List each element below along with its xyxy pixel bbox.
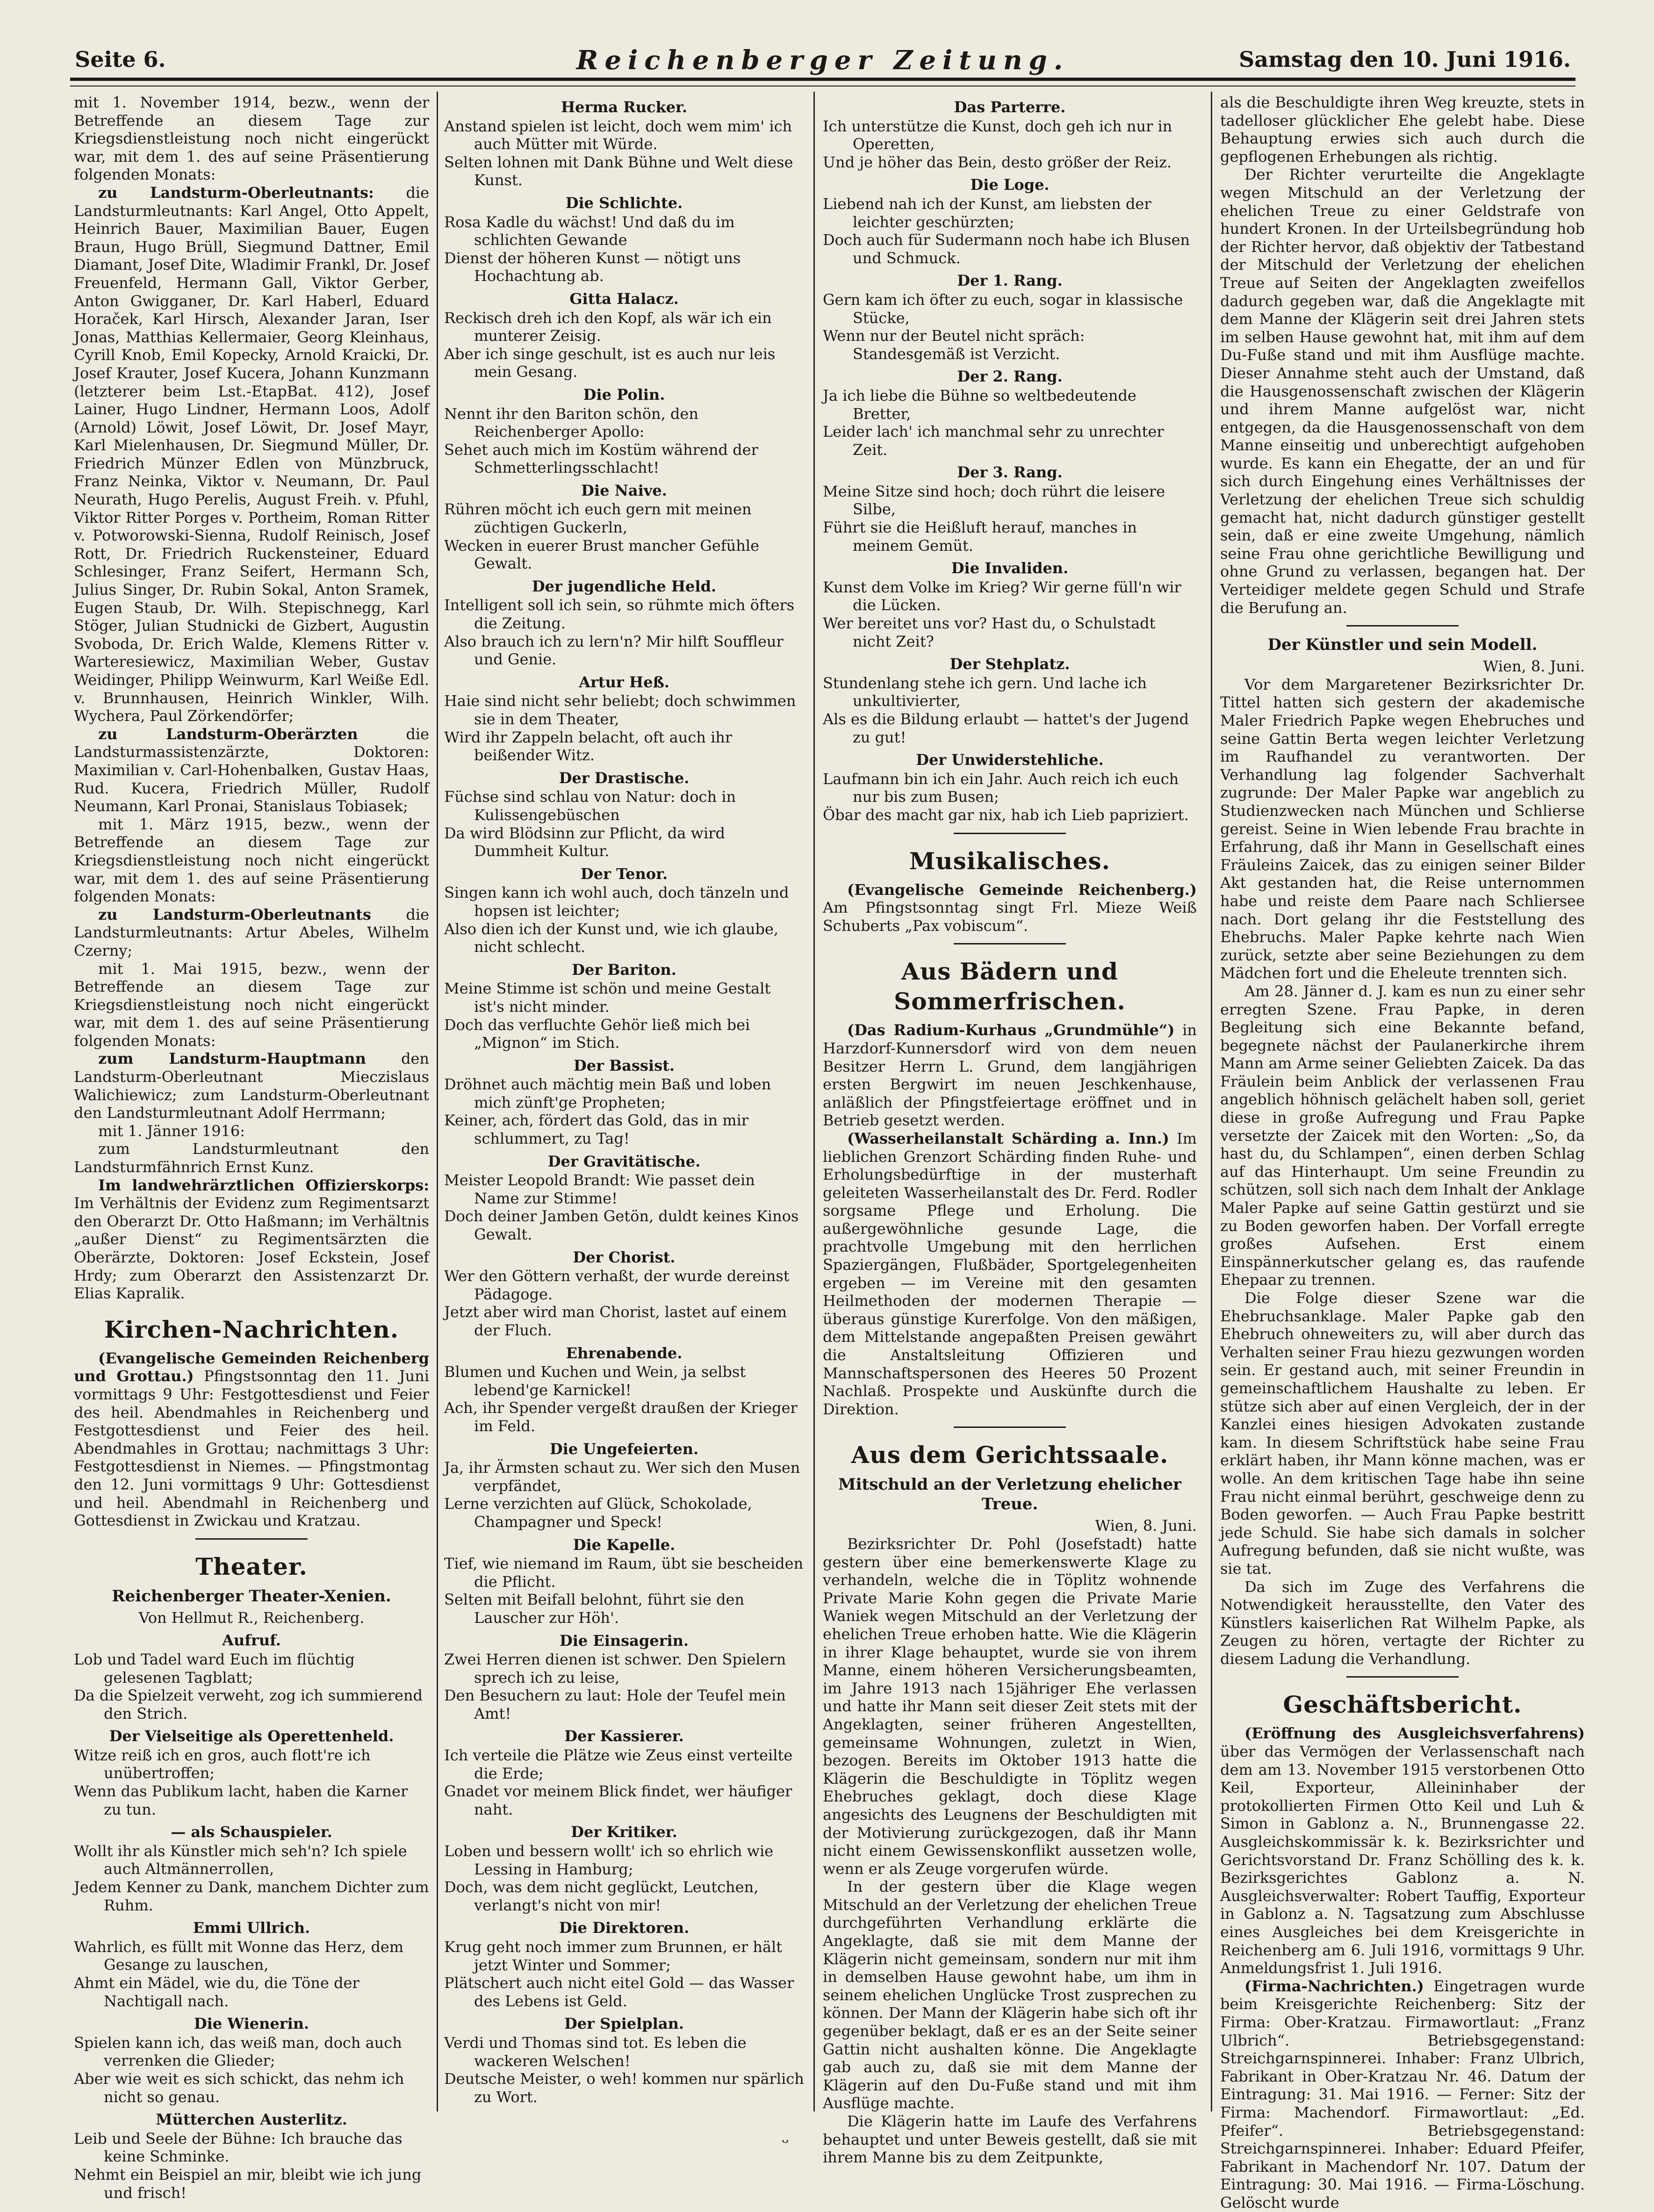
poem-line: Ahmt ein Mädel, wie du, die Töne der Nachtigall nach. xyxy=(74,1974,360,2010)
poem-line: Ich unterstütze die Kunst, doch geh ich nur in Operetten, xyxy=(823,117,1172,153)
article-paragraph xyxy=(74,1176,429,1303)
poem-line: Wird ihr Zappeln belacht, oft auch ihr beißender Witz. xyxy=(444,728,733,764)
poem-heading: Der Kritiker. xyxy=(571,1823,677,1841)
article-title: Der Künstler und sein Modell. xyxy=(1267,635,1538,655)
poem-line: Wollt ihr als Künstler mich seh'n? Ich spiele auch Altmännerrollen, xyxy=(74,1842,407,1878)
poem-heading: Der Drastische. xyxy=(559,769,690,787)
poem-line: Zwei Herren dienen ist schwer. Den Spielern sprech ich zu leise, xyxy=(444,1650,786,1686)
paragraph-lead: zum Landsturm-Hauptmann xyxy=(98,1050,366,1068)
poem-line: Stundenlang stehe ich gern. Und lache ich unkultivierter, xyxy=(823,674,1147,710)
poem-heading: Die Ungefeierten. xyxy=(549,1440,699,1458)
poem-line: Wer den Göttern verhaßt, der wurde dereinst Pädagoge. xyxy=(444,1267,790,1303)
article-paragraph: mit 1. Jänner 1916: xyxy=(98,1122,245,1140)
poem-line: Tief, wie niemand im Raum, übt sie bescheiden die Pflicht. xyxy=(444,1555,804,1591)
poem-heading: Der Bassist. xyxy=(573,1056,675,1074)
poem-line: Anstand spielen ist leicht, doch wem mim' ich auch Mütter mit Würde. xyxy=(444,117,792,153)
poem-line: Selten mit Beifall belohnt, führt sie den Lauscher zur Höh'. xyxy=(444,1591,745,1627)
poem-line: Da wird Blödsinn zur Pflicht, da wird Dummheit Kultur. xyxy=(444,824,725,860)
poem-line: Wer bereitet uns vor? Hast du, o Schulstadt nicht Zeit? xyxy=(823,614,1156,650)
poem-line: Liebend nah ich der Kunst, am liebsten der leichter geschürzten; xyxy=(823,195,1151,231)
paragraph-lead: (Wasserheilanstalt Schärding a. Inn.) xyxy=(847,1129,1169,1147)
poem-line: Ja ich liebe die Bühne so weltbedeutende Bretter, xyxy=(823,386,1136,423)
issue-date: Samstag den 10. Juni 1916. xyxy=(1239,47,1571,72)
column-1 xyxy=(74,94,430,2202)
poem-line: Gern kam ich öfter zu euch, sogar in klassische Stücke, xyxy=(823,290,1183,327)
article-paragraph: Vor dem Margaretener Bezirksrichter Dr. Tittel hatten sich gestern der akademische Maler Friedrich Papke wegen Ehebruches und seine Gattin Berta wegen leichter Verletzung im Raufhandel zu verantworten. Der Verhandlung lag folgender Sachverhalt zugrunde: Der Maler Papke war angeblich zu Studienzwecken nach München und Schlierse gereist. Seine in Wien lebende Frau brachte in Erfahrung, daß ihr Mann in Gesellschaft eines Fräuleins Zaicek, das zu einigen seiner Bilder Akt gestanden hat, die Reise unternommen habe und reiste dem Paare nach Schliersee nach. Dort gelang ihr die Feststellung des Ehebruchs. Maler Papke kehrte nach Wien zurück, setzte aber seine Beziehungen zu dem Mädchen fort und die Eheleute trennten sich. xyxy=(1220,675,1585,982)
poem-line: Plätschert auch nicht eitel Gold — das Wasser des Lebens ist Geld. xyxy=(444,1974,794,2010)
section-divider xyxy=(1346,1676,1459,1678)
article-paragraph xyxy=(1220,1724,1585,1977)
section-divider xyxy=(954,833,1066,834)
article-paragraph: zum Landsturmleutnant den Landsturmfähnrich Ernst Kunz. xyxy=(74,1140,429,1176)
poem-line: Rühren möcht ich euch gern mit meinen züchtigen Guckerln, xyxy=(444,500,752,537)
article-paragraph: Da sich im Zuge des Verfahrens die Notwendigkeit herausstellte, den Vater des Künstlers kaiserlichen Rat Wilhelm Papke, als Zeugen zu hören, vertagte der Richter zu diesem Ladung die Verhandlung. xyxy=(1220,1578,1585,1668)
poem-heading: Der 1. Rang. xyxy=(957,272,1063,290)
poem-line: Aber ich singe geschult, ist es auch nur leis mein Gesang. xyxy=(444,345,776,381)
section-title-geschaeft: Geschäftsbericht. xyxy=(1283,1691,1522,1719)
poem-line: Loben und bessern wollt' ich so ehrlich wie Lessing in Hamburg; xyxy=(444,1842,774,1878)
poem-heading: Der jugendliche Held. xyxy=(532,577,717,595)
poem-heading: Artur Heß. xyxy=(579,673,669,691)
poem-heading: Ehrenabende. xyxy=(566,1344,683,1362)
poem-heading: Herma Rucker. xyxy=(561,98,688,116)
poem-heading: Die Naive. xyxy=(581,481,667,499)
paragraph-text: Im lieblichen Grenzort Schärding finden Ruhe- und Erholungsbedürftige in der musterhaft geleiteten Wasserheilanstalt des Dr. Ferd. Rodler sorgsame Pflege und Erholung. Die außergewöhnliche gesunde Lage, die prachtvolle Umgebung mit den herrlichen Spaziergängen, Flußbäder, Sportgelegenheiten ergeben — im Vereine mit den gesamten Heilmethoden der modernen Therapie — überaus günstige Kurerfolge. Von den mäßigen, dem Mittelstande angepaßten Preisen gewährt die Anstaltsleitung Offizieren und Mannschaftspersonen des Heeres 50 Prozent Nachlaß. Prospekte und Auskünfte durch die Direktion. xyxy=(823,1129,1197,1418)
article-paragraph: Bezirksrichter Dr. Pohl (Josefstadt) hatte gestern über eine bemerkenswerte Klage zu verhandeln, welche die in Töplitz wohnende Private Marie Kohn gegen die Private Marie Waniek wegen Mitschuld an der Verletzung der ehelichen Treue erhoben hatte. Wie die Klägerin in ihrer Klage behauptet, wurde sie von ihrem Manne, einem höheren Versicherungsbeamten, im Jahre 1913 nach 15jähriger Ehe verlassen und hatte ihr Mann seit dieser Zeit stets mit der Angeklagten, seiner früheren Angestellten, gemeinsame Wohnungen, zuletzt in Wien, bezogen. Bereits im Oktober 1913 hatte die Klägerin die Beschuldigte in Töplitz wegen Ehebruches geklagt, doch diese Klage angesichts des Leugnens der Beschuldigten mit der Motivierung zurückgezogen, daß ihr Mann nicht einem Gewissenskonflikt aussetzen wolle, wenn er als Zeuge vorgerufen würde. xyxy=(823,1535,1197,1878)
poem-line: Nennt ihr den Bariton schön, den Reichenberger Apollo: xyxy=(444,404,698,441)
poem-line: Krug geht noch immer zum Brunnen, er hält jetzt Winter und Sommer; xyxy=(444,1938,783,1974)
poem-line: Rosa Kadle du wächst! Und daß du im schlichten Gewande xyxy=(444,213,735,249)
article-title: Reichenberger Theater-Xenien. xyxy=(112,1586,391,1606)
poem-line: Wecken in euerer Brust mancher Gefühle Gewalt. xyxy=(444,536,760,573)
poem-list xyxy=(444,98,804,2106)
poem-heading: Gitta Halacz. xyxy=(569,289,679,308)
paragraph-lead: Im landwehrärztlichen Offizierskorps: xyxy=(98,1176,429,1194)
poem-line: Meister Leopold Brandt: Wie passet dein Name zur Stimme! xyxy=(444,1171,755,1207)
poem-line: Den Besuchern zu laut: Hole der Teufel mein Amt! xyxy=(444,1686,786,1722)
poem-line: Als es die Bildung erlaubt — hattet's der Jugend zu gut! xyxy=(823,710,1189,746)
article-paragraph xyxy=(823,1130,1197,1419)
poem-list xyxy=(823,98,1197,824)
article-paragraph xyxy=(74,906,429,960)
article-paragraph xyxy=(823,1021,1197,1130)
article-paragraph xyxy=(74,184,429,725)
poem-line: Kunst dem Volke im Krieg? Wir gerne füll'n wir die Lücken. xyxy=(823,578,1181,614)
poem-heading: Die Schlichte. xyxy=(565,194,683,212)
article-paragraph xyxy=(74,1050,429,1122)
column-rule xyxy=(813,92,815,2111)
article-paragraph: In der gestern über die Klage wegen Mitschuld an der Verletzung der ehelichen Treue durchgeführten Verhandlung erklärte die Angeklagte, daß sie mit dem Manne der Klägerin nicht gemeinsam, sondern nur mit ihm in demselben Hause gewohnt habe, um ihm in seinem ehelichen Unglücke Trost zusprechen zu können. Der Mann der Klägerin habe sich oft ihr gegenüber beklagt, daß er es an der Seite seiner Gattin nicht aushalten könne. Die Angeklagte gab auch zu, daß sie mit dem Manne der Klägerin auf den Du-Fuße stand und mit ihm Ausflüge machte. xyxy=(823,1878,1197,2112)
section-title-musik: Musikalisches. xyxy=(909,847,1111,875)
poem-line: Doch, was dem nicht geglückt, Leutchen, verlangt's nicht von mir! xyxy=(444,1878,759,1914)
paragraph-text: die Landsturmassistenzärzte, Doktoren: Maximilian v. Carl-Hohenbalken, Gustav Haas, Rud. Kucera, Friedrich Müller, Rudolf Neumann, Karl Pronai, Stanislaus Tobiasek; xyxy=(74,725,430,815)
poem-line: Sehet auch mich im Kostüm während der Schmetterlingsschlacht! xyxy=(444,440,758,477)
poem-line: Füchse sind schlau von Natur: doch in Kulissengebüschen xyxy=(444,788,736,824)
section-title-kirchen: Kirchen-Nachrichten. xyxy=(104,1315,399,1343)
poem-heading: Die Loge. xyxy=(970,176,1050,194)
poem-line: Spielen kann ich, das weiß man, doch auch verrenken die Glieder; xyxy=(74,2033,402,2070)
poem-line: Dröhnet auch mächtig mein Baß und loben mich zünft'ge Propheten; xyxy=(444,1075,771,1111)
column-rule xyxy=(437,92,438,2111)
poem-heading: Die Wienerin. xyxy=(194,2015,309,2033)
poem-heading: Der Bariton. xyxy=(572,960,676,979)
poem-line: Wenn nur der Beutel nicht spräch: Standesgemäß ist Verzicht. xyxy=(823,327,1085,363)
paragraph-text: die Landsturmleutnants: Karl Angel, Otto Appelt, Heinrich Bauer, Maximilian Bauer, Eugen Braun, Hugo Brüll, Siegmund Dattner, Emil Diamant, Josef Dite, Wladimir Frankl, Dr. Josef Freuenfeld, Hermann Gall, Viktor Gerber, Anton Gwigganer, Dr. Karl Haberl, Eduard Horaček, Karl Hirsch, Alexander Jaran, Iser Jonas, Matthias Kellermaier, Georg Kleinhaus, Cyrill Knob, Emil Kopecky, Arnold Kraicki, Dr. Josef Krauter, Josef Kucera, Johann Kunzmann (letzterer beim Lst.-EtapBat. 412), Josef Lainer, Hugo Lindner, Hermann Loos, Adolf (Arnold) Löwit, Josef Löwit, Dr. Josef Mayr, Karl Mielenhausen, Dr. Siegmund Müller, Dr. Friedrich Münzer Edlen von Münzbruck, Franz Neinka, Viktor v. Neumann, Dr. Paul Neurath, Hugo Perelis, August Freih. v. Pfuhl, Viktor Ritter Porges v. Portheim, Roman Ritter v. Potworowski-Sienna, Rudolf Reinisch, Josef Rott, Dr. Friedrich Ruckensteiner, Eduard Schlesinger, Franz Seifert, Hermann Sch, Julius Singer, Dr. Rubin Sokal, Anton Sramek, Eugen Staub, Dr. Wilh. Stepischnegg, Karl Stöger, Julian Studnicki de Gizbert, Augustin Svoboda, Dr. Erich Walde, Klemens Ritter v. Warteresiewicz, Maximilian Weber, Gustav Weidinger, Philipp Weinwurm, Karl Weiße Edl. v. Brunnhausen, Heinrich Winkler, Wilh. Wychera, Paul Zörkendörfer; xyxy=(74,183,429,725)
paragraph-lead: zu Landsturm-Oberleutnants xyxy=(98,905,371,923)
poem-line: Also brauch ich zu lern'n? Mir hilft Souffleur und Genie. xyxy=(444,632,784,669)
article-paragraph: als die Beschuldigte ihren Weg kreuzte, stets in tadelloser glücklicher Ehe gelebt habe. Diese Behauptung erwies sich auch durch die gepflogenen Erhebungen als richtig. xyxy=(1220,94,1585,166)
poem-heading: Der 2. Rang. xyxy=(957,367,1063,386)
poem-heading: Das Parterre. xyxy=(954,98,1066,116)
paragraph-lead: (Evangelische Gemeinden Reichenberg und Grottau.) xyxy=(74,1349,429,1385)
paragraph-text: Eingetragen wurde beim Kreisgerichte Reichenberg: Sitz der Firma: Ober-Kratzau. Firmawortlaut: „Franz Ulbrich“. Betriebsgegenstand: Streichgarnspinnerei. Inhaber: Franz Ulbrich, Fabrikant in Ober-Kratzau Nr. 46. Datum der Eintragung: 31. Mai 1916. — Ferner: Sitz der Firma: Machendorf. Firmawortlaut: „Ed. Pfeifer“. Betriebsgegenstand: Streichgarnspinnerei. Inhaber: Eduard Pfeifer, Fabrikant in Machendorf Nr. 107. Datum der Eintragung: 30. Mai 1916. — Firma-Löschung. Gelöscht wurde xyxy=(1220,1977,1585,2212)
poem-line: Jedem Kenner zu Dank, manchem Dichter zum Ruhm. xyxy=(74,1878,429,1914)
poem-line: Führt sie die Heißluft herauf, manches in meinem Gemüt. xyxy=(823,519,1137,555)
article-paragraph: Die Folge dieser Szene war die Ehebruchsanklage. Maler Papke gab den Ehebruch ohneweiters zu, will aber durch das Verhalten seiner Frau hiezu gezwungen worden sein. Er gestand auch, mit seiner Freundin in gemeinschaftlichem Haushalte zu leben. Er stütze sich aber auf einen Vergleich, der in der Kanzlei eines hiesigen Advokaten zustande kam. In diesem Schriftstück habe seine Frau erklärt haben, ihr Mann könne machen, was er wolle. An dem kritischen Tage habe ihn seine Frau nicht einmal berührt, geschweige denn zu Boden geworfen. — Auch Frau Papke bestritt jede Schuld. Sie habe sich damals in solcher Aufregung befunden, daß sie nicht wußte, was sie tat. xyxy=(1220,1289,1585,1578)
column-4 xyxy=(1220,94,1585,2212)
poem-line: Singen kann ich wohl auch, doch tänzeln und hopsen ist leichter; xyxy=(444,884,789,920)
poem-line: Aber wie weit es sich schickt, das nehm ich nicht so genau. xyxy=(74,2069,404,2106)
poem-heading: — als Schauspieler. xyxy=(171,1823,332,1841)
poem-heading: Der Gravitätische. xyxy=(547,1152,701,1170)
section-title-theater: Theater. xyxy=(195,1552,308,1580)
column-rule xyxy=(1211,92,1212,2111)
poem-line: Keiner, ach, fördert das Gold, das in mir schlummert, zu Tag! xyxy=(444,1111,749,1148)
poem-line: Doch deiner Jamben Getön, duldt keines Kinos Gewalt. xyxy=(444,1207,799,1244)
paragraph-lead: zu Landsturm-Oberleutnants: xyxy=(98,183,374,202)
poem-line: Nehmt ein Beispiel an mir, bleibt wie ich jung und frisch! xyxy=(74,2165,422,2202)
poem-line: Intelligent soll ich sein, so rühmte mich öfters die Zeitung. xyxy=(444,596,795,633)
dateline: Wien, 8. Juni. xyxy=(1095,1517,1197,1535)
poem-line: Also dien ich der Kunst und, wie ich glaube, nicht schlecht. xyxy=(444,920,779,956)
dateline: Wien, 8. Juni. xyxy=(1483,657,1585,676)
poem-heading: Der Stehplatz. xyxy=(949,655,1070,673)
poem-line: Da die Spielzeit verweht, zog ich summierend den Strich. xyxy=(74,1686,423,1722)
paragraph-text: über das Vermögen der Verlassenschaft nach dem am 13. November 1915 verstorbenen Otto Keil, Exporteur, Alleininhaber der protokollierten Firmen Otto Keil und Luh & Simon in Gablonz a. N., Brunnengasse 22. Ausgleichskommissär k. k. Bezirksrichter und Gerichtsvorstand Dr. Franz Schölling des k. k. Bezirksgerichtes Gablonz a. N. Ausgleichsverwalter: Robert Tauffig, Exporteur in Gablonz a. N. Tagsatzung zum Abschlusse eines Ausgleiches bei dem Kreisgerichte in Reichenberg am 6. Juli 1916, vormittags 9 Uhr. Anmeldungsfrist 1. Juli 1916. xyxy=(1220,1743,1585,1977)
article-paragraph xyxy=(74,1349,429,1530)
section-divider xyxy=(954,943,1066,944)
poem-line: Deutsche Meister, o weh! kommen nur spärlich zu Wort. xyxy=(444,2070,804,2106)
poem-line: Reckisch dreh ich den Kopf, als wär ich ein munterer Zeisig. xyxy=(444,309,772,345)
article-paragraph: mit 1. Mai 1915, bezw., wenn der Betreffende an diesem Tage zur Kriegsdienstleistung noch nicht eingerückt war, mit dem 1. des auf seine Präsentierung folgenden Monats: xyxy=(74,959,429,1050)
poem-line: Leib und Seele der Bühne: Ich brauche das keine Schminke. xyxy=(74,2129,403,2166)
poem-line: Lerne verzichten auf Glück, Schokolade, Champagner und Speck! xyxy=(444,1495,752,1531)
poem-line: Wenn das Publikum lacht, haben die Karner zu tun. xyxy=(74,1782,408,1818)
poem-heading: Die Kapelle. xyxy=(573,1535,676,1554)
poem-heading: Die Polin. xyxy=(583,385,665,403)
article-paragraph: Die Klägerin hatte im Laufe des Verfahrens behauptet und unter Beweis gestellt, daß sie mit ihrem Manne bis zu dem Zeitpunkte, xyxy=(823,2112,1197,2167)
poem-heading: Die Direktoren. xyxy=(559,1919,690,1937)
poem-heading: Aufruf. xyxy=(222,1631,281,1650)
header-rule xyxy=(70,78,1575,86)
article-paragraph xyxy=(823,881,1197,935)
poem-line: Wahrlich, es füllt mit Wonne das Herz, dem Gesange zu lauschen, xyxy=(74,1938,404,1974)
poem-line: Meine Stimme ist schön und meine Gestalt ist's nicht minder. xyxy=(444,980,771,1016)
poem-line: Doch auch für Sudermann noch habe ich Blusen und Schmuck. xyxy=(823,231,1190,267)
section-title-gericht: Aus dem Gerichtssaale. xyxy=(851,1441,1169,1469)
paragraph-text: Am Pfingstsonntag singt Frl. Mieze Weiß Schuberts „Pax vobiscum“. xyxy=(823,899,1197,935)
paragraph-lead: zu Landsturm-Oberärzten xyxy=(98,725,358,743)
poem-line: Meine Sitze sind hoch; doch rührt die leisere Silbe, xyxy=(823,482,1165,519)
poem-line: Leider lach' ich manchmal sehr zu unrechter Zeit. xyxy=(823,423,1164,459)
poem-line: Lob und Tadel ward Euch im flüchtig gelesenen Tagblatt; xyxy=(74,1650,355,1686)
poem-heading: Der Kassierer. xyxy=(564,1727,684,1745)
section-divider xyxy=(195,1538,308,1540)
poem-heading: Die Einsagerin. xyxy=(559,1631,689,1650)
poem-line: Laufmann bin ich ein Jahr. Auch reich ich euch nur bis zum Busen; xyxy=(823,770,1179,806)
poem-line: Haie sind nicht sehr beliebt; doch schwimmen sie in dem Theater, xyxy=(444,692,796,728)
article-paragraph xyxy=(1220,1977,1585,2212)
poem-heading: Der Tenor. xyxy=(580,865,668,883)
poem-line: Verdi und Thomas sind tot. Es leben die wackeren Welschen! xyxy=(444,2033,747,2070)
poem-list xyxy=(74,1631,429,2202)
poem-line: Dienst der höheren Kunst — nötigt uns Hochachtung ab. xyxy=(444,249,741,285)
poem-line: Und je höher das Bein, desto größer der Reiz. xyxy=(823,153,1172,171)
article-paragraph: Am 28. Jänner d. J. kam es nun zu einer sehr erregten Szene. Frau Papke, in deren Begleitung sich eine Bekannte befand, begegnete nächst der Paulanerkirche ihrem Mann am Arme seiner Geliebten Zaicek. Da das Fräulein beim Anblick der verlassenen Frau angeblich höhnisch gelächelt haben soll, geriet diese in große Aufregung und Frau Papke versetzte der Zaicek mit den Worten: „So, da hast du, du Schlampen“, einen derben Schlag auf das Hinterhaupt. Um seine Freundin zu schützen, soll sich nach dem Inhalt der Anklage Maler Papke auf seine Gattin gestürzt und sie zu Boden geworfen haben. Der Vorfall erregte großes Aufsehen. Erst einem Einspännerkutscher gelang es, das raufende Ehepaar zu trennen. xyxy=(1220,982,1585,1289)
paragraph-text: den Landsturm-Oberleutnant Mieczislaus Walichiewicz; zum Landsturm-Oberleutnant den Landsturmleutnant Adolf Herrmann; xyxy=(74,1050,429,1122)
poem-heading: Die Invaliden. xyxy=(951,559,1069,577)
poem-heading: Der Chorist. xyxy=(573,1248,676,1266)
paragraph-text: Im Verhältnis der Evidenz zum Regimentsarzt den Oberarzt Dr. Otto Haßmann; im Verhältnis „außer Dienst“ zu Regimentsärzten die Oberärzte, Doktoren: Josef Eckstein, Josef Hrdy; zum Oberarzt den Assistenzarzt Dr. Elias Kapralik. xyxy=(74,1194,429,1303)
paragraph-lead: (Evangelische Gemeinde Reichenberg.) xyxy=(847,880,1197,899)
poem-line: Ja, ihr Ärmsten schaut zu. Wer sich den Musen verpfändet, xyxy=(444,1459,800,1495)
poem-heading: Der Unwiderstehliche. xyxy=(916,751,1104,769)
article-paragraph: mit 1. November 1914, bezw., wenn der Betreffende an diesem Tage zur Kriegsdienstleistung noch nicht eingerückt war, mit dem 1. des auf seine Präsentierung folgenden Monats: xyxy=(74,94,429,184)
column-2 xyxy=(444,94,804,2109)
poem-line: Gnadet vor meinem Blick findet, wer häufiger naht. xyxy=(444,1782,792,1818)
poem-line: Selten lohnen mit Dank Bühne und Welt diese Kunst. xyxy=(444,153,793,189)
poem-line: Ach, ihr Spender vergeßt draußen der Krieger im Feld. xyxy=(444,1399,798,1435)
section-divider xyxy=(1346,625,1459,627)
poem-heading: Mütterchen Austerlitz. xyxy=(156,2111,347,2129)
poem-line: Öbar des macht gar nix, hab ich Lieb papriziert. xyxy=(823,806,1189,824)
poem-line: Ich verteile die Plätze wie Zeus einst verteilte die Erde; xyxy=(444,1746,793,1782)
paragraph-lead: (Das Radium-Kurhaus „Grundmühle“) xyxy=(847,1021,1175,1039)
masthead: Reichenberger Zeitung. xyxy=(576,45,1070,76)
article-paragraph xyxy=(74,725,429,815)
poem-line: Witze reiß ich en gros, auch flott're ich unübertroffen; xyxy=(74,1746,371,1782)
footer-mark: ᵕ xyxy=(782,2132,789,2154)
article-paragraph: mit 1. März 1915, bezw., wenn der Betreffende an diesem Tage zur Kriegsdienstleistung noch nicht eingerückt war, mit dem 1. des auf seine Präsentierung folgenden Monats: xyxy=(74,815,429,906)
page-header xyxy=(75,40,1571,82)
paragraph-lead: (Firma-Nachrichten.) xyxy=(1244,1977,1424,1995)
page-number: Seite 6. xyxy=(75,47,166,72)
poem-heading: Der Spielplan. xyxy=(564,2015,684,2033)
article-paragraph: Der Richter verurteilte die Angeklagte wegen Mitschuld an der Verletzung der ehelichen Treue zu einer Geldstrafe von hundert Kronen. In der Urteilsbegründung hob der Richter hervor, daß objektiv der Tatbestand der Mitschuld der Verletzung der ehelichen Treue auf Seiten der Angeklagten zweifellos dadurch gegeben war, daß die Angeklagte mit dem Manne der Klägerin seit drei Jahren stets im selben Hause gewohnt hat, mit ihm auf dem Du-Fuße stand und mit ihm Ausflüge machte. Dieser Annahme steht auch der Umstand, daß die Hausgenossenschaft zwischen der Klägerin und ihrem Manne aufgelöst war, nicht entgegen, da die Hausgenossenschaft von dem Manne einseitig und unberechtigt aufgehoben wurde. Es kann ein Ehegatte, der an und für sich durch Eingehung eines Verhältnisses der Verletzung der ehelichen Treue sich schuldig gemacht hat, nicht dadurch günstiger gestellt sein, daß er eine zweite Umgehung, nämlich seine Frau ohne gerichtliche Bewilligung und ohne Grund zu verlassen, begangen hat. Der Verteidiger meldete gegen Schuld und Strafe die Berufung an. xyxy=(1220,166,1585,617)
column-3 xyxy=(823,94,1197,2167)
poem-line: Jetzt aber wird man Chorist, lastet auf einem der Fluch. xyxy=(444,1303,787,1339)
paragraph-text: Pfingstsonntag den 11. Juni vormittags 9 Uhr: Festgottesdienst und Feier des heil. Abendmahles in Reichenberg und Festgottesdienst und Feier des heil. Abendmahles in Grottau; nachmittags 3 Uhr: Festgottesdienst in Niemes. — Pfingstmontag den 12. Juni vormittags 9 Uhr: Gottesdienst und heil. Abendmahl in Reichenberg und Gottesdienst in Zwickau und Kratzau. xyxy=(74,1367,430,1530)
poem-line: Doch das verfluchte Gehör ließ mich bei „Mignon“ im Stich. xyxy=(444,1016,750,1052)
paragraph-text: in Harzdorf-Kunnersdorf wird von dem neuen Besitzer Herrn L. Grund, dem langjährigen ersten Bergwirt im neuen Jeschkenhause, anläßlich der Pfingstfeiertage eröffnet und in Betrieb gesetzt werden. xyxy=(823,1021,1197,1130)
poem-heading: Emmi Ullrich. xyxy=(193,1919,310,1937)
section-title-baeder: Aus Bädern und Sommerfrischen. xyxy=(894,958,1126,1016)
article-title: Mitschuld an der Verletzung ehelicher Treue. xyxy=(838,1475,1181,1514)
paragraph-text: die Landsturmleutnants: Artur Abeles, Wilhelm Czerny; xyxy=(74,905,429,959)
poem-line: Blumen und Kuchen und Wein, ja selbst lebend'ge Karnickel! xyxy=(444,1363,746,1399)
paragraph-lead: (Eröffnung des Ausgleichsverfahrens) xyxy=(1244,1724,1585,1743)
byline: Von Hellmut R., Reichenberg. xyxy=(138,1608,365,1627)
poem-heading: Der 3. Rang. xyxy=(957,463,1063,482)
section-divider xyxy=(954,1427,1066,1428)
poem-heading: Der Vielseitige als Operettenheld. xyxy=(109,1727,394,1745)
